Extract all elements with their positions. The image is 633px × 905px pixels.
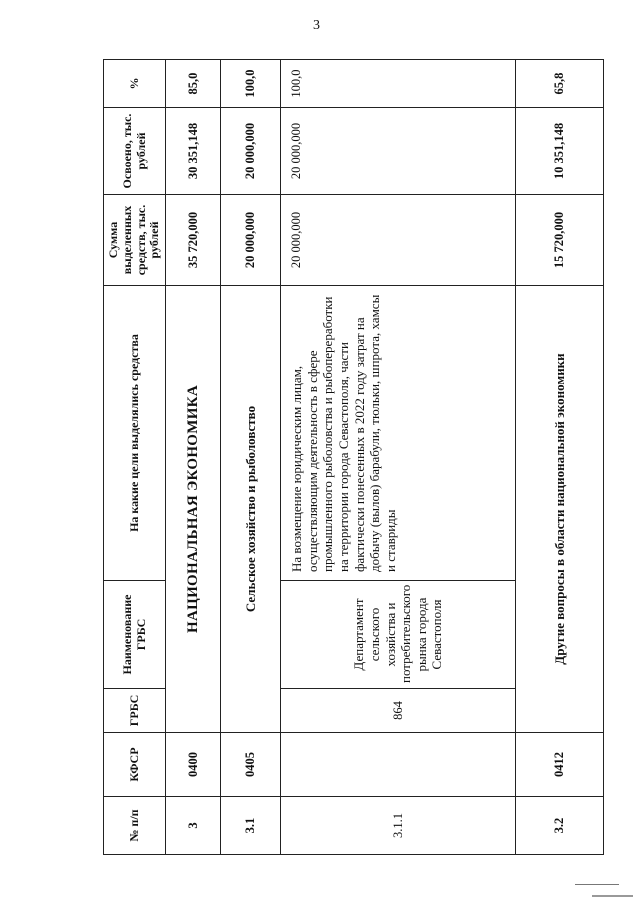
table-row	[516, 60, 604, 855]
header-grbs: ГРБС	[104, 689, 166, 733]
budget-table	[103, 59, 604, 855]
row-num: 3	[166, 797, 221, 855]
row-purpose: На возмещение юридическим лицам, осуществляющим деятельность в сфере промышленного рыболовства и рыбопереработки на территории города Севастополя, части фактически понесенных в 2022 году затрат на добычу (вылов) барабули, тюльки, шпрота, хамсы и ставриды	[281, 286, 516, 581]
row-kfsr	[281, 733, 516, 797]
row-percent: 85,0	[166, 60, 221, 108]
row-kfsr: 0400	[166, 733, 221, 797]
table-row	[281, 60, 516, 855]
header-kfsr: КФСР	[104, 733, 166, 797]
row-spent: 30 351,148	[166, 108, 221, 195]
row-grbs-name: Департамент сельского хозяйства и потребительского рынка города Севастополя	[281, 581, 516, 689]
section-title: Сельское хозяйство и рыболовство	[221, 286, 281, 733]
row-kfsr: 0405	[221, 733, 281, 797]
row-spent: 20 000,000	[221, 108, 281, 195]
table-row	[166, 60, 221, 855]
header-allocated: Сумма выделенных средств, тыс. рублей	[104, 195, 166, 286]
section-title: НАЦИОНАЛЬНАЯ ЭКОНОМИКА	[166, 286, 221, 733]
row-grbs: 864	[281, 689, 516, 733]
row-num: 3.1	[221, 797, 281, 855]
row-num: 3.1.1	[281, 797, 516, 855]
row-kfsr: 0412	[516, 733, 604, 797]
row-allocated: 35 720,000	[166, 195, 221, 286]
header-spent: Освоено, тыс. рублей	[104, 108, 166, 195]
row-allocated: 15 720,000	[516, 195, 604, 286]
header-grbs-name: Наименование ГРБС	[104, 581, 166, 689]
scan-artifact-line	[575, 884, 619, 885]
row-num: 3.2	[516, 797, 604, 855]
table-row	[221, 60, 281, 855]
header-num: № п/п	[104, 797, 166, 855]
row-percent: 100,0	[281, 60, 516, 108]
row-allocated: 20 000,000	[281, 195, 516, 286]
rotated-table-container	[103, 60, 603, 855]
section-title: Другие вопросы в области национальной экономики	[516, 286, 604, 733]
row-spent: 20 000,000	[281, 108, 516, 195]
scan-artifact-line	[592, 895, 633, 897]
header-row	[104, 60, 166, 855]
row-allocated: 20 000,000	[221, 195, 281, 286]
row-percent: 100,0	[221, 60, 281, 108]
header-purpose: На какие цели выделялись средства	[104, 286, 166, 581]
header-percent: %	[104, 60, 166, 108]
row-spent: 10 351,148	[516, 108, 604, 195]
page-number: 3	[313, 18, 320, 33]
row-percent: 65,8	[516, 60, 604, 108]
